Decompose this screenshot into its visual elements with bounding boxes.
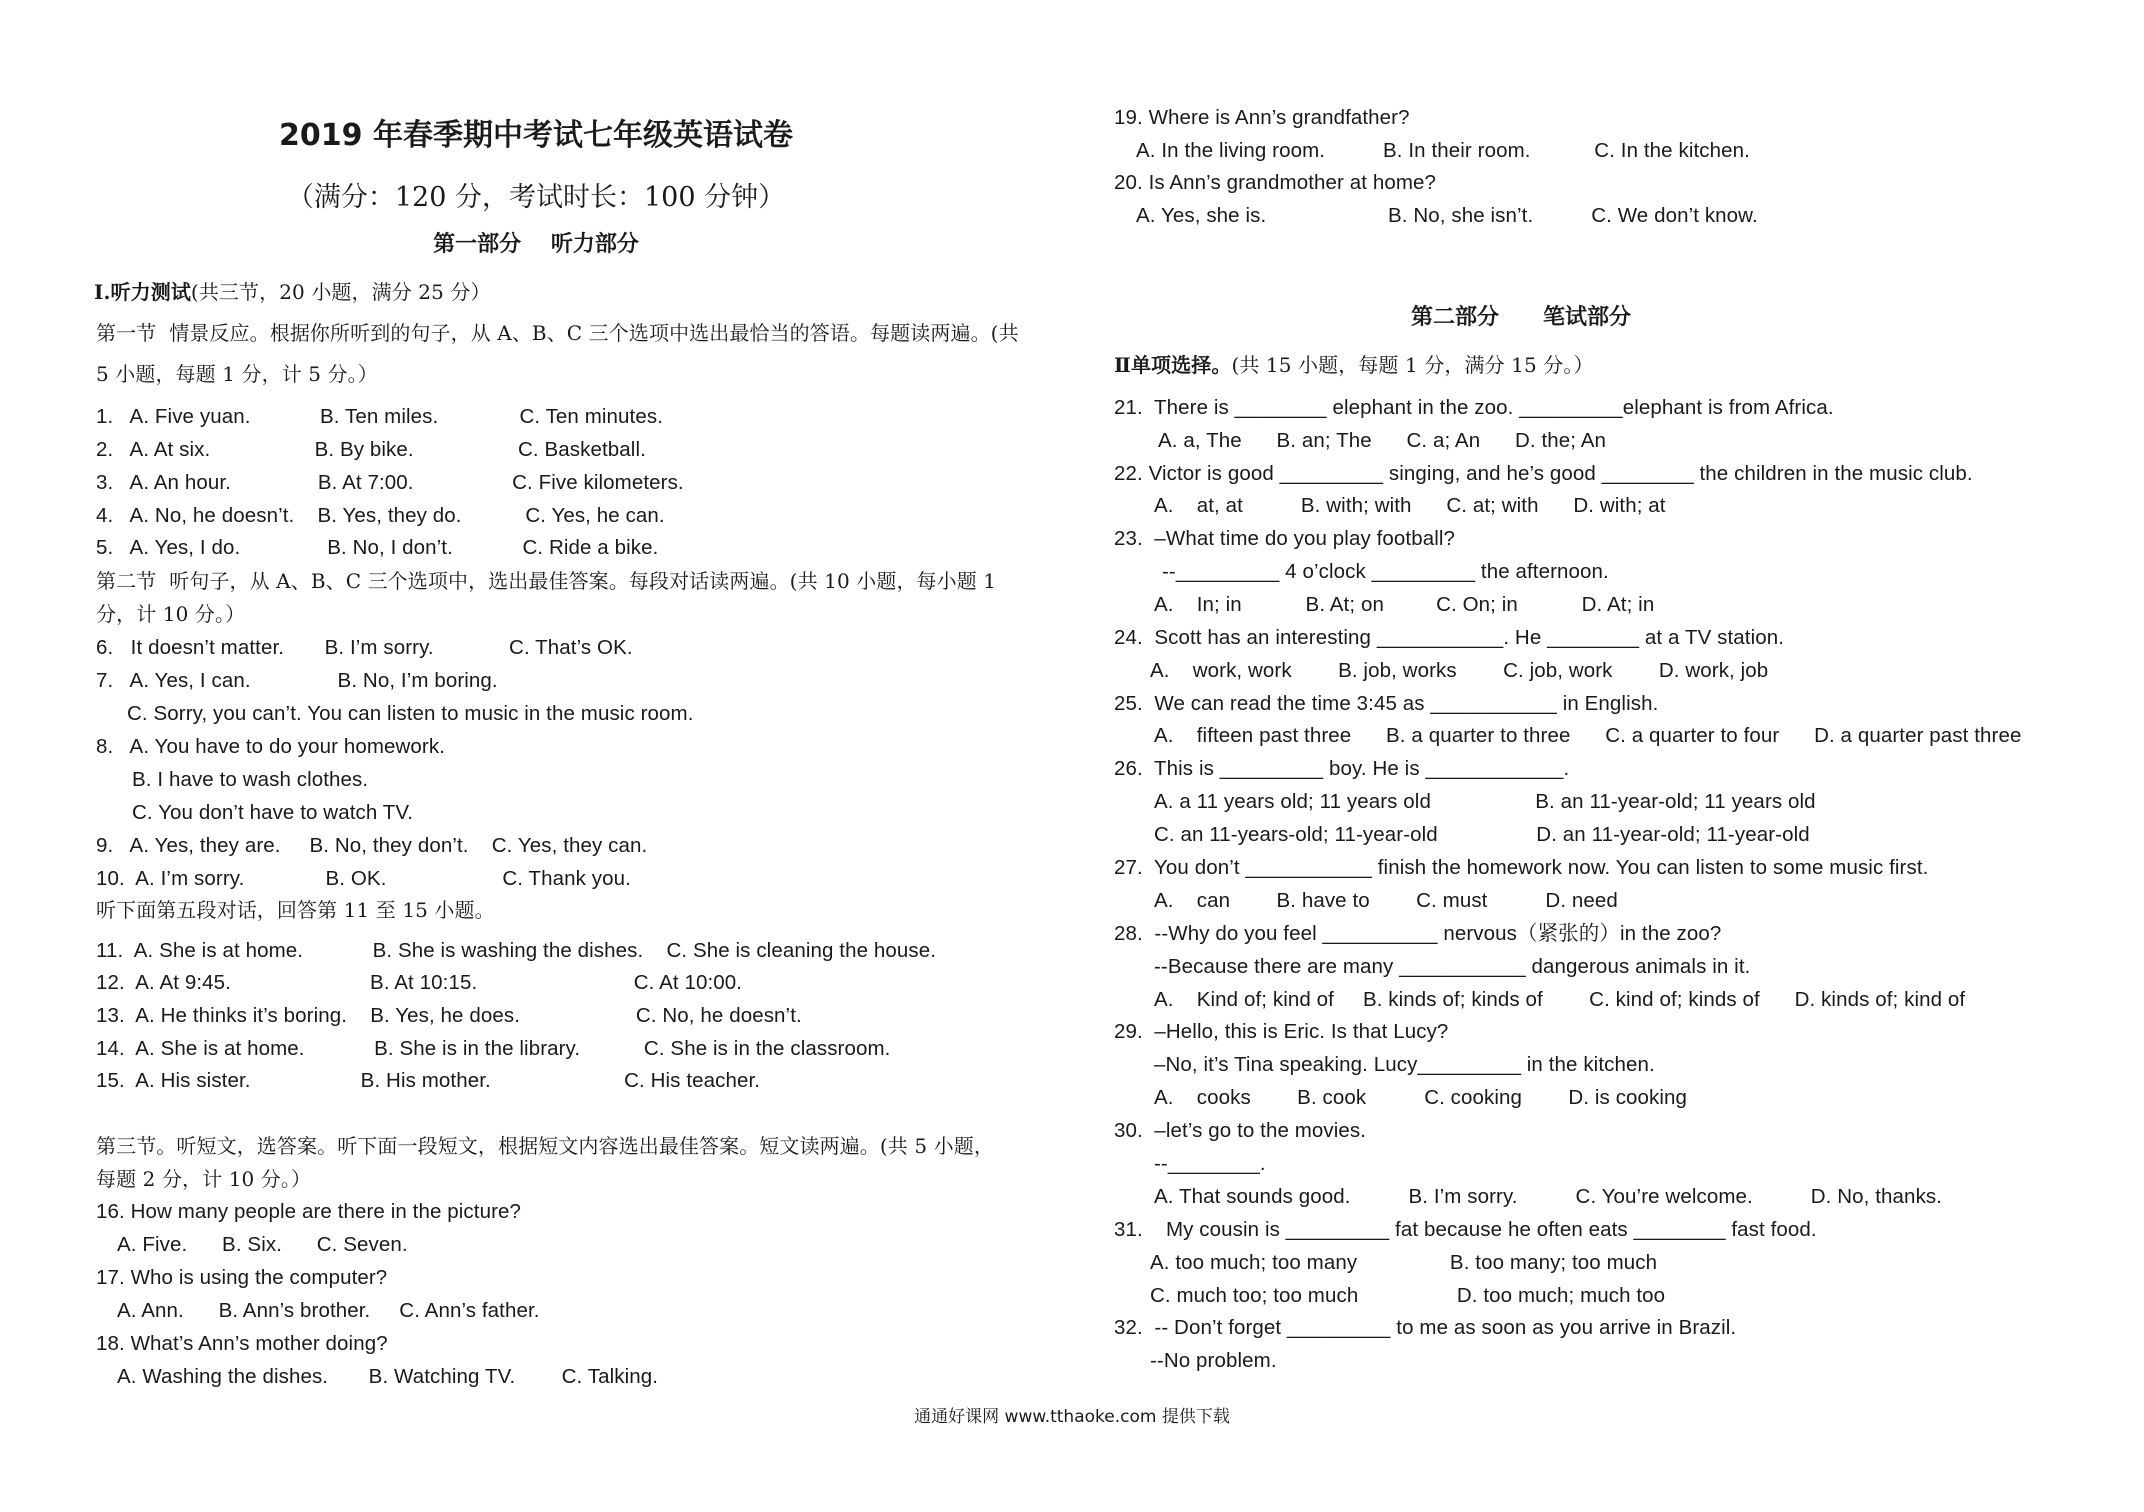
single-choice-heading-note: (共 15 小题，每题 1 分，满分 15 分。） xyxy=(1231,353,1594,377)
question-26-options-cd: C. an 11-years-old; 11-year-old D. an 11-year-old; 11-year-old xyxy=(1154,823,1810,846)
question-1: 1. A. Five yuan. B. Ten miles. C. Ten minutes. xyxy=(96,405,663,428)
question-30-answer-line: --________. xyxy=(1154,1152,1266,1175)
section3-instruction-line1: 第三节。听短文，选答案。听下面一段短文，根据短文内容选出最佳答案。短文读两遍。(共 5 小题， xyxy=(96,1134,994,1158)
question-31-options-ab: A. too much; too many B. too many; too much xyxy=(1150,1251,1658,1274)
question-22: 22. Victor is good _________ singing, and he’s good ________ the children in the music club. xyxy=(1114,462,1973,485)
question-30: 30. –let’s go to the movies. xyxy=(1114,1119,1367,1142)
listening-heading: Ⅰ.听力测试 xyxy=(94,280,191,304)
exam-title: 2019 年春季期中考试七年级英语试卷 xyxy=(279,118,793,153)
listening-heading-note: (共三节，20 小题，满分 25 分） xyxy=(190,280,491,304)
question-20-options: A. Yes, she is. B. No, she isn’t. C. We don’t know. xyxy=(1136,204,1758,227)
question-23-options: A. In; in B. At; on C. On; in D. At; in xyxy=(1154,593,1655,616)
question-25: 25. We can read the time 3:45 as ___________ in English. xyxy=(1114,692,1659,715)
question-8: 8. A. You have to do your homework. xyxy=(96,735,446,758)
question-31-options-cd: C. much too; too much D. too much; much too xyxy=(1150,1284,1666,1307)
question-28: 28. --Why do you feel __________ nervous（紧张的）in the zoo? xyxy=(1114,922,1722,945)
question-19-options: A. In the living room. B. In their room. C. In the kitchen. xyxy=(1136,139,1750,162)
question-8-option-b: B. I have to wash clothes. xyxy=(132,768,369,791)
question-6: 6. It doesn’t matter. B. I’m sorry. C. That’s OK. xyxy=(96,636,633,659)
question-17-options: A. Ann. B. Ann’s brother. C. Ann’s father. xyxy=(117,1299,540,1322)
question-29-options: A. cooks B. cook C. cooking D. is cooking xyxy=(1154,1086,1688,1109)
section1-instruction-line1: 第一节 情景反应。根据你所听到的句子，从 A、B、C 三个选项中选出最恰当的答语。每题读两遍。(共 xyxy=(96,321,1019,345)
question-30-options: A. That sounds good. B. I’m sorry. C. You’re welcome. D. No, thanks. xyxy=(1154,1185,1943,1208)
single-choice-heading-line xyxy=(1114,352,1594,378)
question-13: 13. A. He thinks it’s boring. B. Yes, he does. C. No, he doesn’t. xyxy=(96,1004,802,1027)
question-29-answer-line: –No, it’s Tina speaking. Lucy_________ in the kitchen. xyxy=(1154,1053,1655,1076)
question-5: 5. A. Yes, I do. B. No, I don’t. C. Ride a bike. xyxy=(96,536,659,559)
question-4: 4. A. No, he doesn’t. B. Yes, they do. C. Yes, he can. xyxy=(96,504,665,527)
question-23: 23. –What time do you play football? xyxy=(1114,527,1456,550)
section2-instruction-line2: 分，计 10 分。） xyxy=(96,602,246,626)
question-24-options: A. work, work B. job, works C. job, work D. work, job xyxy=(1150,659,1769,682)
question-26-options-ab: A. a 11 years old; 11 years old B. an 11-year-old; 11 years old xyxy=(1154,790,1816,813)
listening-heading-line xyxy=(94,279,491,305)
question-17: 17. Who is using the computer? xyxy=(96,1266,388,1289)
question-12: 12. A. At 9:45. B. At 10:15. C. At 10:00. xyxy=(96,971,743,994)
question-16: 16. How many people are there in the picture? xyxy=(96,1200,521,1223)
question-3: 3. A. An hour. B. At 7:00. C. Five kilometers. xyxy=(96,471,684,494)
question-24: 24. Scott has an interesting ___________. He ________ at a TV station. xyxy=(1114,626,1785,649)
question-7: 7. A. Yes, I can. B. No, I’m boring. xyxy=(96,669,498,692)
question-10: 10. A. I’m sorry. B. OK. C. Thank you. xyxy=(96,867,631,890)
question-27: 27. You don’t ___________ finish the homework now. You can listen to some music first. xyxy=(1114,856,1929,879)
question-7-option-c: C. Sorry, you can’t. You can listen to music in the music room. xyxy=(127,702,694,725)
question-14: 14. A. She is at home. B. She is in the library. C. She is in the classroom. xyxy=(96,1037,891,1060)
fifth-dialog-instruction: 听下面第五段对话，回答第 11 至 15 小题。 xyxy=(96,898,495,922)
question-28-answer-line: --Because there are many ___________ dangerous animals in it. xyxy=(1154,955,1751,978)
question-9: 9. A. Yes, they are. B. No, they don’t. C. Yes, they can. xyxy=(96,834,648,857)
question-21-options: A. a, The B. an; The C. a; An D. the; An xyxy=(1158,429,1607,452)
download-source-footer: 通通好课网 www.tthaoke.com 提供下载 xyxy=(914,1407,1230,1427)
question-27-options: A. can B. have to C. must D. need xyxy=(1154,889,1618,912)
section3-instruction-line2: 每题 2 分，计 10 分。） xyxy=(96,1167,312,1191)
question-22-options: A. at, at B. with; with C. at; with D. with; at xyxy=(1154,494,1666,517)
question-23-answer-line: --_________ 4 o’clock _________ the afternoon. xyxy=(1162,560,1609,583)
question-11: 11. A. She is at home. B. She is washing the dishes. C. She is cleaning the house. xyxy=(96,939,937,962)
question-19: 19. Where is Ann’s grandfather? xyxy=(1114,106,1410,129)
question-18: 18. What’s Ann’s mother doing? xyxy=(96,1332,388,1355)
single-choice-heading: Ⅱ单项选择。 xyxy=(1114,353,1232,377)
question-31: 31. My cousin is _________ fat because he often eats ________ fast food. xyxy=(1114,1218,1817,1241)
part-two-heading: 第二部分 笔试部分 xyxy=(1410,305,1631,330)
question-20: 20. Is Ann’s grandmother at home? xyxy=(1114,171,1437,194)
question-25-options: A. fifteen past three B. a quarter to three C. a quarter to four D. a quarter past three xyxy=(1154,724,2022,747)
question-18-options: A. Washing the dishes. B. Watching TV. C. Talking. xyxy=(117,1365,659,1388)
question-21: 21. There is ________ elephant in the zoo. _________elephant is from Africa. xyxy=(1114,396,1834,419)
question-8-option-c: C. You don’t have to watch TV. xyxy=(132,801,414,824)
question-16-options: A. Five. B. Six. C. Seven. xyxy=(117,1233,408,1256)
question-32: 32. -- Don’t forget _________ to me as soon as you arrive in Brazil. xyxy=(1114,1316,1737,1339)
part-one-heading: 第一部分 听力部分 xyxy=(433,232,639,257)
section2-instruction-line1: 第二节 听句子，从 A、B、C 三个选项中，选出最佳答案。每段对话读两遍。(共 10 小题，每小题 1 xyxy=(96,569,997,593)
question-2: 2. A. At six. B. By bike. C. Basketball. xyxy=(96,438,646,461)
question-26: 26. This is _________ boy. He is ____________. xyxy=(1114,757,1570,780)
question-15: 15. A. His sister. B. His mother. C. His teacher. xyxy=(96,1069,761,1092)
exam-subtitle: （满分：120 分，考试时长：100 分钟） xyxy=(286,182,786,213)
section1-instruction-line2: 5 小题，每题 1 分，计 5 分。） xyxy=(96,362,378,386)
question-32-answer-line: --No problem. xyxy=(1150,1349,1277,1372)
question-29: 29. –Hello, this is Eric. Is that Lucy? xyxy=(1114,1020,1449,1043)
question-28-options: A. Kind of; kind of B. kinds of; kinds of C. kind of; kinds of D. kinds of; kind of xyxy=(1154,988,1966,1011)
